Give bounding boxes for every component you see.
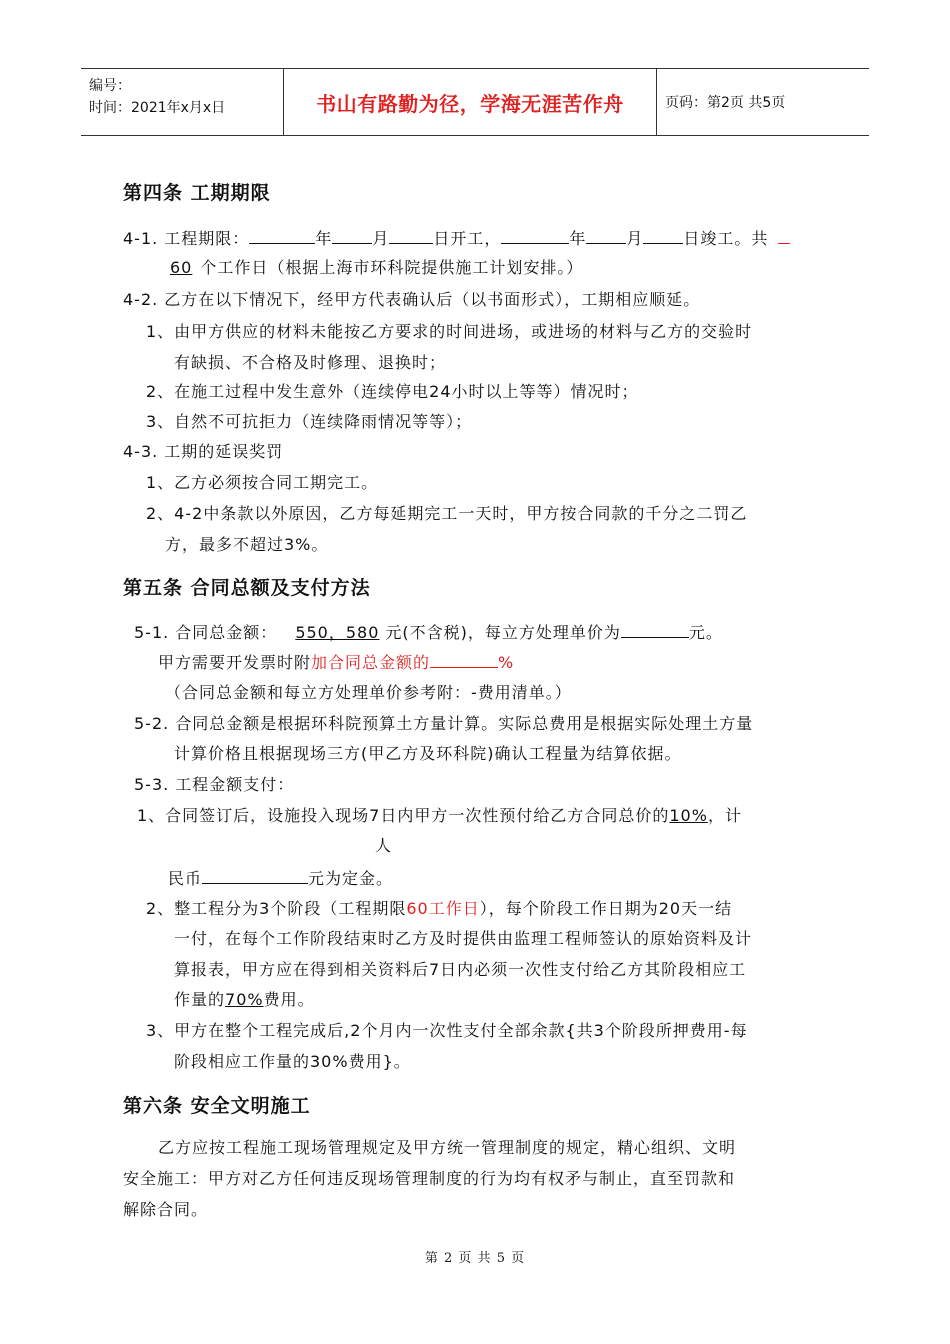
text: 元为定金。 — [308, 869, 394, 888]
text: 日竣工。共 — [683, 229, 769, 248]
section-6-title: 第六条 安全文明施工 — [123, 1095, 311, 1117]
text: 月 — [626, 229, 644, 248]
s4-line-1 — [123, 226, 790, 251]
header-number: 编号： — [89, 78, 131, 94]
deposit-blank — [202, 866, 308, 884]
s6-line-3: 解除合同。 — [123, 1200, 209, 1219]
text: 元。 — [688, 623, 723, 642]
s4-line-7: 3、自然不可抗拒力（连续降雨情况等等）； — [146, 412, 473, 431]
text: 5-1. 合同总金额： — [134, 623, 278, 642]
text: 个工作日（根据上海市环科院提供施工计划安排。） — [200, 258, 584, 277]
s4-line-8: 4-3. 工期的延误奖罚 — [123, 442, 284, 461]
header-motto-cell — [284, 69, 657, 135]
header-page-info: 页码：第2页 共5页 — [665, 95, 786, 111]
text: 60工作日 — [406, 899, 480, 918]
contract-amount: 550，580 — [295, 623, 380, 642]
s5-line-13 — [174, 988, 315, 1012]
section-4-title: 第四条 工期期限 — [123, 182, 271, 204]
end-year-blank — [501, 226, 569, 244]
text: ），每个阶段工作日期为20天一结 — [479, 899, 733, 918]
s5-line-2 — [158, 650, 514, 675]
unit-price-blank — [621, 620, 689, 638]
s5-line-1 — [134, 620, 723, 645]
s4-line-3: 4-2. 乙方在以下情况下，经甲方代表确认后（以书面形式），工期相应顺延。 — [123, 290, 701, 309]
page-footer: 第 2 页 共 5 页 — [424, 1251, 526, 1266]
s5-line-15: 阶段相应工作量的30%费用}。 — [174, 1052, 411, 1071]
s5-line-14: 3、甲方在整个工程完成后,2个月内一次性支付全部余款{共3个阶段所押费用-每 — [146, 1021, 748, 1040]
header-meta — [81, 69, 284, 135]
s4-line-10: 2、4-2中条款以外原因，乙方每延期完工一天时，甲方按合同款的千分之二罚乙 — [146, 504, 748, 523]
s5-line-3: （合同总金额和每立方处理单价参考附：-费用清单。） — [165, 683, 572, 702]
start-day-blank — [389, 226, 433, 244]
s4-line-5: 有缺损、不合格及时修理、退换时； — [174, 353, 447, 372]
start-year-blank — [249, 226, 315, 244]
s5-line-10 — [146, 897, 732, 921]
invoice-pct-blank — [430, 650, 498, 668]
text: ，计 — [707, 806, 742, 825]
text: 加合同总金额的 — [311, 653, 431, 672]
red-blank-mark — [778, 226, 790, 244]
s5-line-9 — [168, 866, 393, 891]
s4-line-11: 方，最多不超过3%。 — [165, 535, 329, 554]
prepay-percent: 10% — [669, 806, 708, 825]
s6-line-2: 安全施工：甲方对乙方任何违反现场管理制度的行为均有权矛与制止，直至罚款和 — [123, 1169, 736, 1188]
end-day-blank — [643, 226, 683, 244]
s4-line-9: 1、乙方必须按合同工期完工。 — [146, 473, 379, 492]
s5-line-7 — [137, 804, 742, 828]
s5-line-12: 算报表，甲方应在得到相关资料后7日内必须一次性支付给乙方其阶段相应工 — [174, 960, 747, 979]
s4-line-6: 2、在施工过程中发生意外（连续停电24小时以上等等）情况时； — [146, 382, 639, 401]
text: 作量的 — [174, 990, 226, 1009]
text: % — [498, 653, 515, 672]
text: 甲方需要开发票时附 — [158, 653, 312, 672]
text: 费用。 — [263, 990, 315, 1009]
s5-line-8: 人 — [375, 836, 393, 855]
end-month-blank — [586, 226, 626, 244]
s4-line-2 — [160, 256, 583, 280]
s5-line-4: 5-2. 合同总金额是根据环科院预算土方量计算。实际总费用是根据实际处理土方量 — [134, 714, 754, 733]
stage-payment-percent: 70% — [225, 990, 264, 1009]
header-motto: 书山有路勤为径，学海无涯苦作舟 — [316, 91, 624, 116]
page-header — [81, 68, 869, 136]
text: 年 — [315, 229, 333, 248]
s5-line-11: 一付，在每个工作阶段结束时乙方及时提供由监理工程师签认的原始资料及计 — [174, 929, 753, 948]
text: 民币 — [168, 869, 203, 888]
s5-line-6: 5-3. 工程金额支付： — [134, 775, 295, 794]
text: 1、合同签订后，设施投入现场7日内甲方一次性预付给乙方合同总价的 — [137, 806, 670, 825]
header-time: 时间：2021年x月x日 — [89, 100, 226, 116]
s4-duration-label: 4-1. 工程期限： — [123, 229, 250, 248]
text: 2、整工程分为3个阶段（工程期限 — [146, 899, 407, 918]
section-5-title: 第五条 合同总额及支付方法 — [123, 577, 371, 599]
s5-line-5: 计算价格且根据现场三方(甲乙方及环科院)确认工程量为结算依据。 — [174, 744, 682, 763]
working-days: 60 — [170, 258, 193, 277]
start-month-blank — [332, 226, 372, 244]
text: 元(不含税)，每立方处理单价为 — [385, 623, 621, 642]
text: 月 — [372, 229, 390, 248]
s6-line-1: 乙方应按工程施工现场管理规定及甲方统一管理制度的规定，精心组织、文明 — [158, 1138, 737, 1157]
text: 年 — [569, 229, 587, 248]
s4-line-4: 1、由甲方供应的材料未能按乙方要求的时间进场，或进场的材料与乙方的交验时 — [146, 322, 753, 341]
text: 日开工， — [433, 229, 502, 248]
